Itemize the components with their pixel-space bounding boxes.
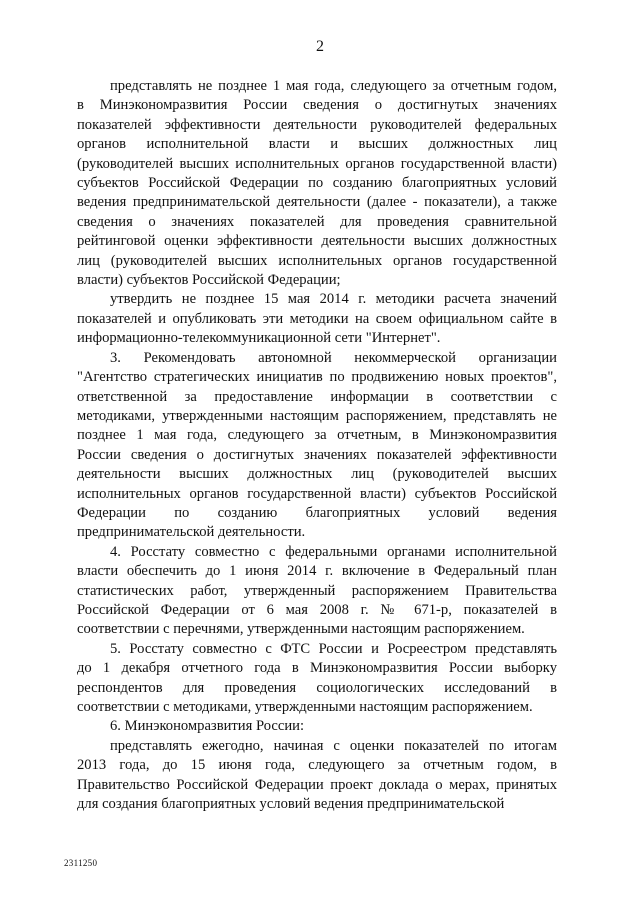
text-line: соответствии с методиками, утвержденными настоящим распоряжением. <box>77 699 533 715</box>
paragraph <box>77 640 557 718</box>
text-line: рейтинговой оценки эффективности деятельности высших должностных <box>77 233 557 250</box>
text-line: Федерации по созданию благоприятных условий ведения <box>77 504 557 521</box>
text-line: в Минэкономразвития России сведения о достигнутых значениях <box>77 97 557 114</box>
text-line: 5. Росстату совместно с ФТС России и Росреестром представлять <box>110 640 557 657</box>
text-line: для создания благоприятных условий ведения предпринимательской <box>77 796 505 813</box>
text-line: статистических работ, утвержденный распоряжением Правительства <box>77 582 557 599</box>
text-line: информационно-телекоммуникационной сети "Интернет". <box>77 330 441 347</box>
paragraph <box>77 543 557 640</box>
page-number: 2 <box>316 38 324 55</box>
paragraph <box>77 77 557 290</box>
text-line: представлять ежегодно, начиная с оценки показателей по итогам <box>110 737 557 754</box>
text-line: России сведения о достигнутых значениях показателей эффективности <box>77 446 557 463</box>
text-line: власти) субъектов Российской Федерации; <box>77 272 341 289</box>
text-line: "Агентство стратегических инициатив по продвижению новых проектов", <box>77 369 557 386</box>
text-line: представлять не позднее 1 мая года, следующего за отчетным годом, <box>110 78 557 94</box>
text-line: исполнительных органов государственной власти) субъектов Российской <box>77 485 557 502</box>
document-body <box>77 77 557 814</box>
text-line: 3. Рекомендовать автономной некоммерческой организации <box>110 349 557 366</box>
text-line: субъектов Российской Федерации по созданию благоприятных условий <box>77 175 557 192</box>
text-line: Правительство Российской Федерации проект доклада о мерах, принятых <box>77 776 557 793</box>
paragraph <box>77 737 557 815</box>
document-code: 2311250 <box>64 858 98 868</box>
text-line: соответствии с перечнями, утвержденными настоящим распоряжением. <box>77 621 525 638</box>
text-line: Российской Федерации от 6 мая 2008 г. № 671-р, показателей в <box>77 601 557 618</box>
text-line: методиками, утвержденными настоящим распоряжением, представлять не <box>77 407 557 424</box>
text-line: деятельности высших должностных лиц (руководителей высших <box>77 466 557 483</box>
text-line: респондентов для проведения социологических исследований в <box>77 679 557 696</box>
paragraph <box>77 290 557 348</box>
text-line: 2013 года, до 15 июня года, следующего за отчетным годом, в <box>77 757 557 774</box>
text-line: 4. Росстату совместно с федеральными органами исполнительной <box>110 543 557 560</box>
text-line: до 1 декабря отчетного года в Минэкономразвития России выборку <box>77 660 557 677</box>
text-line: 6. Минэкономразвития России: <box>110 718 304 735</box>
text-line: позднее 1 мая года, следующего за отчетным, в Минэкономразвития <box>77 427 557 444</box>
text-line: органов исполнительной власти и высших должностных лиц <box>77 136 557 153</box>
text-line: утвердить не позднее 15 мая 2014 г. методики расчета значений <box>110 291 557 308</box>
text-line: предпринимательской деятельности. <box>77 524 306 541</box>
text-line: власти обеспечить до 1 июня 2014 г. включение в Федеральный план <box>77 563 557 580</box>
text-line: показателей эффективности деятельности руководителей федеральных <box>77 116 557 133</box>
text-line: ведения предпринимательской деятельности (далее - показатели), а также <box>77 194 557 211</box>
text-line: сведения о значениях показателей для проведения сравнительной <box>77 213 557 230</box>
text-line: лиц (руководителей высших исполнительных органов государственной <box>77 252 557 269</box>
text-line: ответственной за предоставление информации в соответствии с <box>77 388 557 405</box>
text-line: показателей и опубликовать эти методики на своем официальном сайте в <box>77 310 557 327</box>
paragraph <box>77 717 557 736</box>
paragraph <box>77 349 557 543</box>
text-line: (руководителей высших исполнительных органов государственной власти) <box>77 155 557 172</box>
